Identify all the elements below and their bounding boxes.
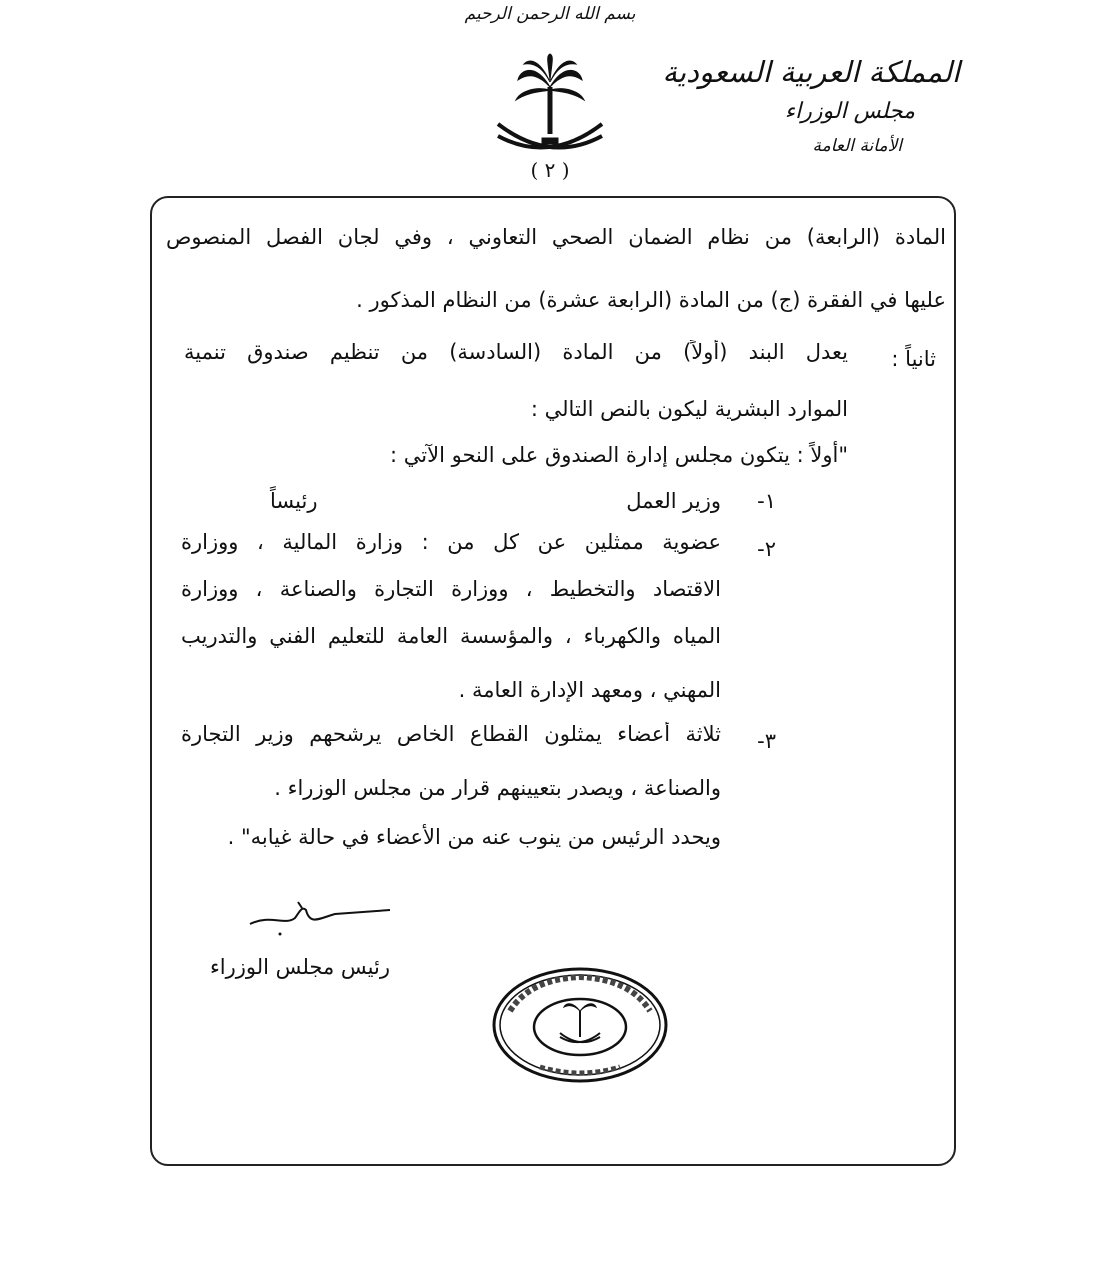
item-text — [181, 530, 721, 709]
second-line: "أولاً : يتكون مجلس إدارة الصندوق على النحو الآتي : — [390, 443, 848, 467]
second-line: يعدل البند (أولاً) من المادة (السادسة) من تنظيم صندوق تنمية — [184, 340, 848, 364]
item-number: ٣- — [757, 729, 776, 753]
item-text: وزير العمل — [626, 489, 721, 513]
page-number: ( ٢ ) — [530, 158, 570, 182]
closing-line: ويحدد الرئيس من ينوب عنه من الأعضاء في حالة غيابه" . — [227, 825, 721, 849]
item-line: الاقتصاد والتخطيط ، ووزارة التجارة والصناعة ، ووزارة — [181, 577, 721, 601]
council-name: مجلس الوزراء — [784, 99, 915, 124]
second-paragraph — [184, 340, 848, 474]
intro-line: عليها في الفقرة (ج) من المادة (الرابعة عشرة) من النظام المذكور . — [356, 288, 946, 312]
item-line: عضوية ممثلين عن كل من : وزارة المالية ، ووزارة — [181, 530, 721, 554]
item-number: ١- — [757, 489, 776, 513]
second-line: الموارد البشرية ليكون بالنص التالي : — [530, 397, 848, 421]
intro-paragraph — [166, 225, 946, 319]
saudi-emblem-icon — [490, 52, 610, 172]
official-seal — [490, 965, 670, 1085]
letterhead — [640, 50, 960, 162]
item-line: والصناعة ، ويصدر بتعيينهم قرار من مجلس الوزراء . — [274, 776, 721, 800]
intro-line: المادة (الرابعة) من نظام الضمان الصحي التعاوني ، وفي لجان الفصل المنصوص — [166, 225, 946, 249]
item-text — [181, 722, 721, 807]
item-line: المهني ، ومعهد الإدارة العامة . — [458, 678, 721, 702]
item-number: ٢- — [757, 537, 776, 561]
kingdom-name: المملكة العربية السعودية — [662, 55, 960, 89]
item-role: رئيساً — [270, 489, 318, 513]
signature-title: رئيس مجلس الوزراء — [209, 955, 390, 979]
secretariat-name: الأمانة العامة — [812, 136, 902, 156]
signature — [240, 896, 400, 936]
item-line: المياه والكهرباء ، والمؤسسة العامة للتعليم الفني والتدريب — [181, 624, 721, 648]
basmala: بسم الله الرحمن الرحيم — [464, 4, 636, 24]
item-line: ثلاثة أعضاء يمثلون القطاع الخاص يرشحهم وزير التجارة — [181, 722, 721, 746]
second-label: ثانياً : — [891, 347, 936, 371]
